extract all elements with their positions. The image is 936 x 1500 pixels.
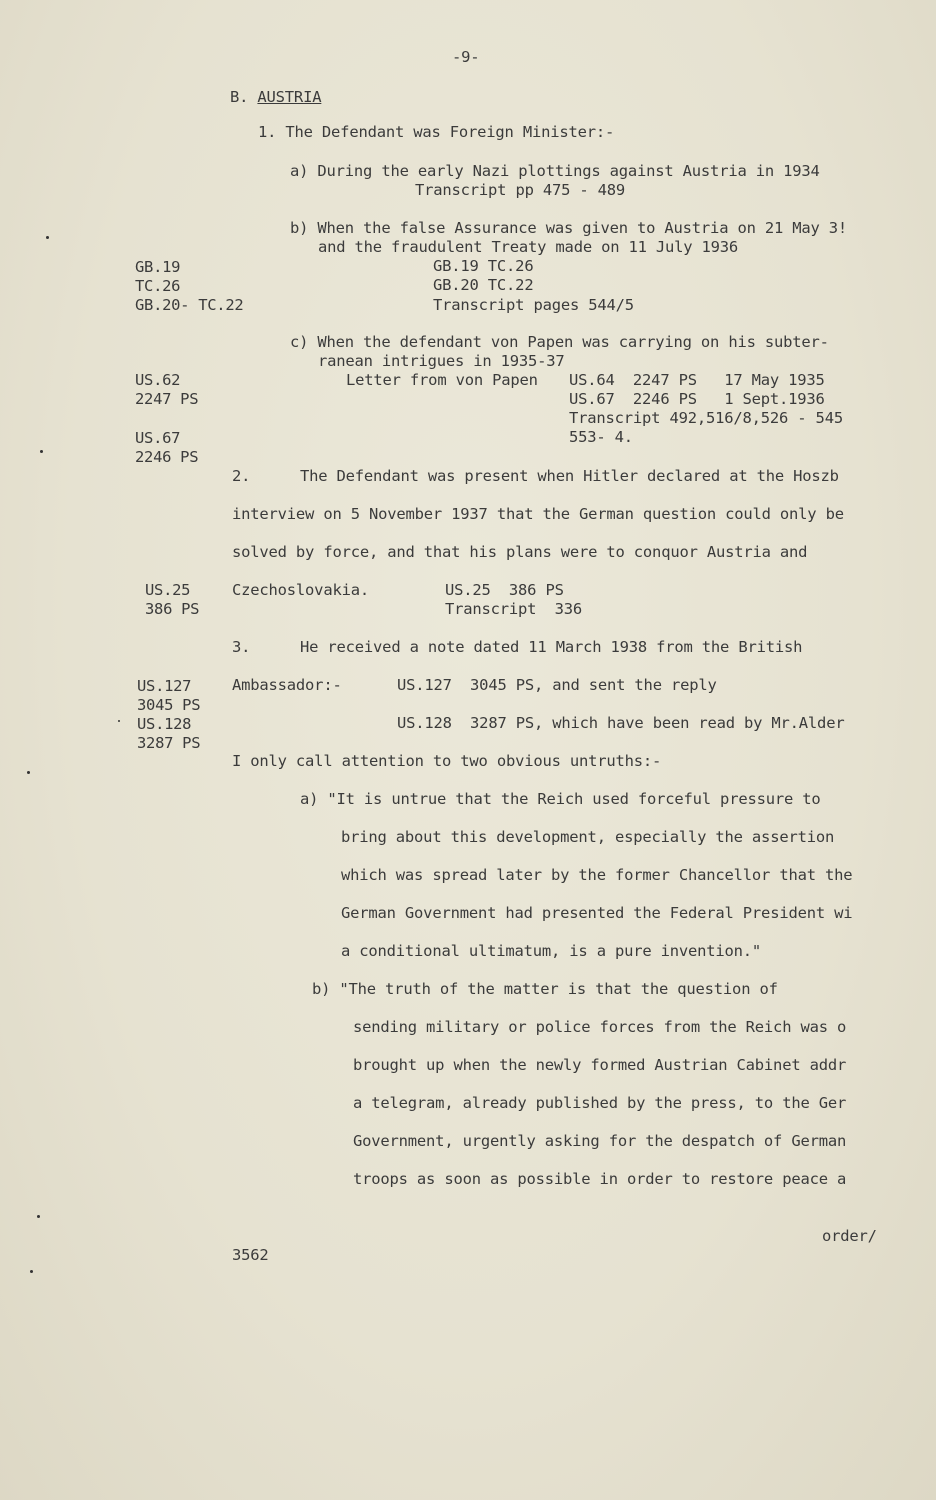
margin-note: 2246 PS [135, 448, 199, 466]
item3-number: 3. [232, 638, 251, 656]
document-number: 3562 [232, 1246, 269, 1264]
margin-note: GB.20- TC.22 [135, 296, 244, 314]
page-number: -9- [452, 48, 480, 66]
item1-a-line1: a) During the early Nazi plottings against Austria in 1934 [290, 162, 820, 180]
item1-a-line2: Transcript pp 475 - 489 [415, 181, 626, 199]
item1-b-line2: and the fraudulent Treaty made on 11 July 1936 [318, 238, 739, 256]
item3-line1: He received a note dated 11 March 1938 from the British [300, 638, 803, 656]
item2-ref1: US.25 386 PS [445, 581, 564, 599]
item1-c-ref2: US.67 2246 PS 1 Sept.1936 [569, 390, 825, 408]
item1-c-ref1: US.64 2247 PS 17 May 1935 [569, 371, 825, 389]
section-title: AUSTRIA [257, 88, 322, 106]
quote-b-line1: b) "The truth of the matter is that the question of [312, 980, 778, 998]
quote-a-line5: a conditional ultimatum, is a pure invention." [341, 942, 762, 960]
quote-a-line2: bring about this development, especially the assertion [341, 828, 835, 846]
item1-c-ref3: Transcript 492,516/8,526 - 545 [569, 409, 843, 427]
margin-note: TC.26 [135, 277, 181, 295]
item1-heading: 1. The Defendant was Foreign Minister:- [258, 123, 615, 141]
margin-note: US.127 [137, 677, 192, 695]
item3-line2-ref: US.127 3045 PS, and sent the reply [397, 676, 717, 694]
margin-note: 386 PS [145, 600, 200, 618]
item2-line2: interview on 5 November 1937 that the German question could only be [232, 505, 844, 523]
quote-b-line6: troops as soon as possible in order to restore peace a [353, 1170, 847, 1188]
speck [37, 1215, 40, 1218]
item1-c-line2: ranean intrigues in 1935-37 [318, 352, 565, 370]
item1-b-ref3: Transcript pages 544/5 [433, 296, 634, 314]
item1-c-ref-label: Letter from von Papen [346, 371, 538, 389]
item1-b-line1: b) When the false Assurance was given to Austria on 21 May 3! [290, 219, 848, 237]
speck [40, 450, 43, 453]
quote-a-line3: which was spread later by the former Chancellor that the [341, 866, 853, 884]
item1-b-ref1: GB.19 TC.26 [433, 257, 534, 275]
margin-note: 3045 PS [137, 696, 201, 714]
item2-line4: Czechoslovakia. [232, 581, 369, 599]
margin-note: 2247 PS [135, 390, 199, 408]
item3-line3-ref: US.128 3287 PS, which have been read by Mr.Alder [397, 714, 845, 732]
quote-b-line3: brought up when the newly formed Austrian Cabinet addr [353, 1056, 847, 1074]
margin-note: 3287 PS [137, 734, 201, 752]
item3-line4: I only call attention to two obvious untruths:- [232, 752, 662, 770]
catchword: order/ [822, 1227, 877, 1245]
item2-line3: solved by force, and that his plans were to conquor Austria and [232, 543, 808, 561]
quote-b-line2: sending military or police forces from the Reich was o [353, 1018, 847, 1036]
item2-line1: The Defendant was present when Hitler declared at the Hoszb [300, 467, 839, 485]
speck [27, 771, 30, 774]
quote-a-line1: a) "It is untrue that the Reich used forceful pressure to [300, 790, 821, 808]
item3-line2-label: Ambassador:- [232, 676, 342, 694]
speck [46, 236, 49, 239]
margin-note: US.62 [135, 371, 181, 389]
item1-b-ref2: GB.20 TC.22 [433, 276, 534, 294]
speck [30, 1270, 33, 1273]
speck [118, 720, 120, 722]
margin-note: GB.19 [135, 258, 181, 276]
item1-c-line1: c) When the defendant von Papen was carrying on his subter- [290, 333, 829, 351]
margin-note: US.25 [145, 581, 191, 599]
item2-ref2: Transcript 336 [445, 600, 582, 618]
quote-b-line5: Government, urgently asking for the despatch of German [353, 1132, 847, 1150]
item1-c-ref4: 553- 4. [569, 428, 633, 446]
margin-note: US.67 [135, 429, 181, 447]
section-heading [230, 88, 321, 107]
margin-note: US.128 [137, 715, 192, 733]
section-prefix: B. [230, 88, 249, 106]
quote-b-line4: a telegram, already published by the press, to the Ger [353, 1094, 847, 1112]
quote-a-line4: German Government had presented the Federal President wi [341, 904, 853, 922]
item2-number: 2. [232, 467, 251, 485]
